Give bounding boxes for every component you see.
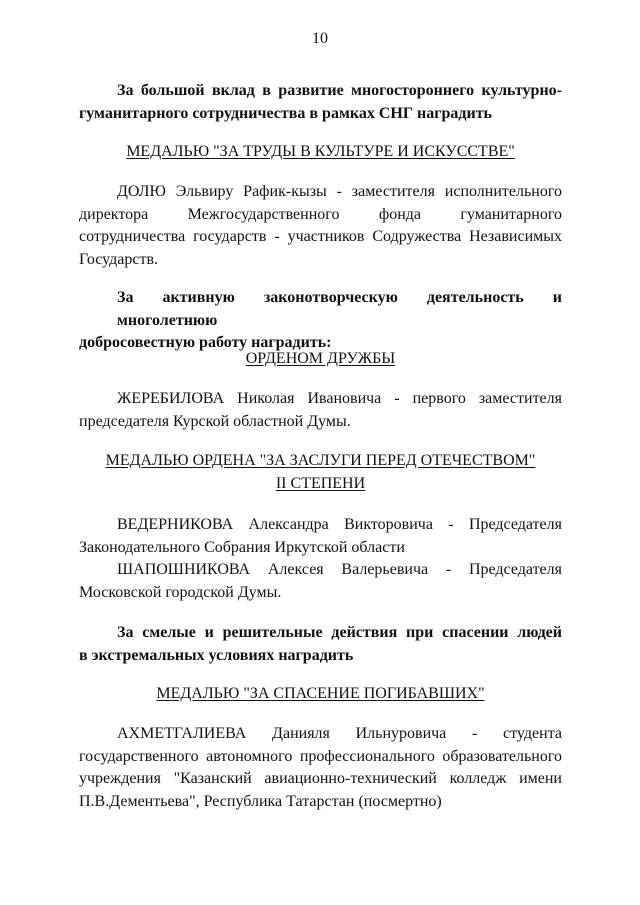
- recipient-zherebilov: ЖЕРЕБИЛОВА Николая Ивановича - первого заместителя председателя Курской областной Думы.: [79, 390, 562, 430]
- recipient-akhmetgaliev: АХМЕТГАЛИЕВА Данияля Ильнуровича - студента государственного автономного профессионального образовательного учреждения "Казанский авиационно-технический колледж имени П.В.Дементьева", Республика Татарстан (посмертно): [79, 725, 562, 810]
- award-title-culture-medal: МЕДАЛЬЮ "ЗА ТРУДЫ В КУЛЬТУРЕ И ИСКУССТВЕ": [126, 143, 515, 160]
- award-intro-rescue: За смелые и решительные действия при спасении людей в экстремальных условиях наградить: [79, 624, 562, 664]
- award-intro-legislative: За активную законотворческую деятельность и многолетнюю добросовестную работу наградить:: [79, 289, 562, 351]
- page-number: 10: [312, 30, 328, 47]
- recipient-vedernikov: ВЕДЕРНИКОВА Александра Викторовича - Председателя Законодательного Собрания Иркутской области: [79, 516, 562, 556]
- recipient-shaposhnikov: ШАПОШНИКОВА Алексея Валерьевича - Председателя Московской городской Думы.: [79, 561, 562, 601]
- award-intro-culture: За большой вклад в развитие многостороннего культурно- гуманитарного сотрудничества в рамках СНГ наградить: [79, 82, 562, 122]
- award-title-rescue-medal: МЕДАЛЬЮ "ЗА СПАСЕНИЕ ПОГИБАВШИХ": [156, 685, 485, 702]
- recipient-dolya: ДОЛЮ Эльвиру Рафик-кызы - заместителя исполнительного директора Межгосударственного фонда гуманитарного сотрудничества государств - участников Содружества Независимых Государств.: [79, 183, 562, 268]
- award-title-fatherland-medal: МЕДАЛЬЮ ОРДЕНА "ЗА ЗАСЛУГИ ПЕРЕД ОТЕЧЕСТВОМ" II СТЕПЕНИ: [105, 452, 536, 492]
- award-title-order-friendship: ОРДЕНОМ ДРУЖБЫ: [245, 350, 396, 367]
